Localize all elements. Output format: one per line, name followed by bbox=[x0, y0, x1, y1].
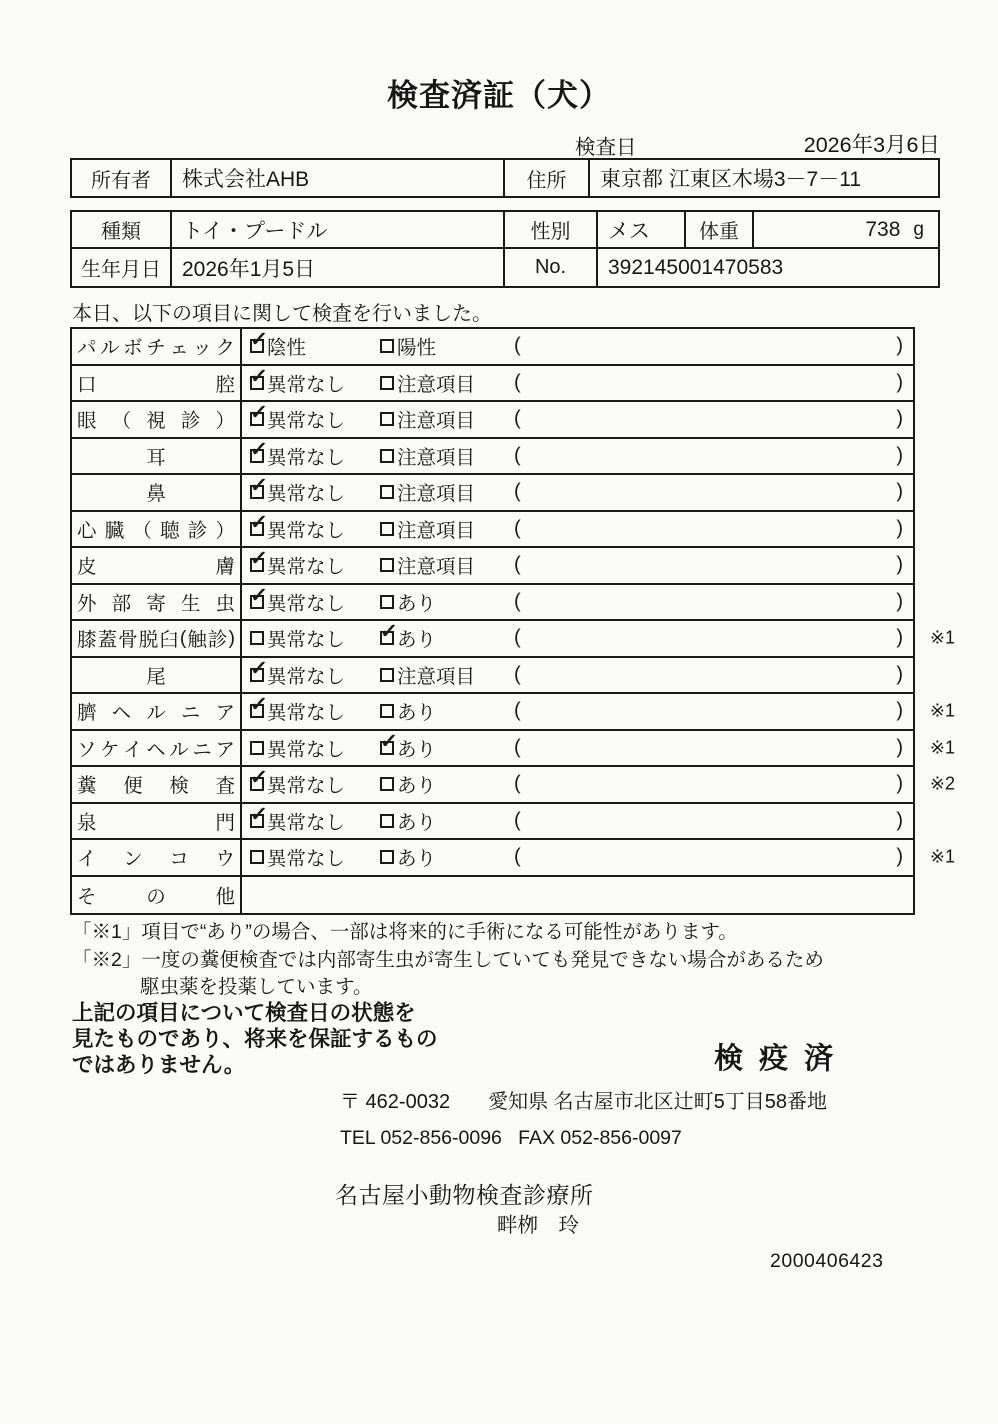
disclaimer bbox=[72, 1000, 438, 1078]
check-mark: ✓ bbox=[379, 729, 399, 754]
option-1 bbox=[249, 692, 346, 725]
option-2 bbox=[379, 729, 437, 762]
weight-value-cell bbox=[754, 212, 938, 247]
option-label: 陰性 bbox=[267, 337, 307, 360]
checkbox-checked bbox=[249, 437, 269, 463]
checkbox-unchecked bbox=[380, 704, 394, 718]
exam-row-3 bbox=[72, 439, 913, 476]
paren-open: ( bbox=[514, 845, 521, 868]
option-1 bbox=[249, 546, 346, 579]
exam-row-content bbox=[242, 692, 955, 729]
exam-row-label: 耳 bbox=[72, 439, 242, 474]
option-label: 異常なし bbox=[267, 556, 346, 579]
reference-mark: ※1 bbox=[929, 846, 955, 867]
number-value: 392145001470583 bbox=[608, 255, 784, 279]
option-label: 異常なし bbox=[267, 410, 346, 433]
quarantine-passed-stamp: 検 疫 済 bbox=[714, 1043, 838, 1075]
option-1 bbox=[250, 843, 345, 871]
exam-row-content bbox=[242, 439, 913, 474]
reference-mark: ※1 bbox=[929, 737, 955, 758]
clinic-name: 名古屋小動物検査診療所 bbox=[335, 1182, 594, 1208]
clinic-postal-code: 〒 462-0032 bbox=[340, 1091, 451, 1113]
check-mark: ✓ bbox=[249, 510, 269, 535]
option-1 bbox=[249, 473, 346, 506]
exam-row-8 bbox=[72, 619, 955, 658]
option-1 bbox=[249, 765, 346, 798]
option-label: 異常なし bbox=[267, 446, 346, 469]
clinic-tel-fax: TEL 052-856-0096 FAX 052-856-0097 bbox=[340, 1127, 682, 1149]
exam-row-content bbox=[242, 729, 955, 766]
footnote-2-line-1: 「※2」一度の糞便検査では内部寄生虫が寄生していても発見できない場合があるため bbox=[72, 949, 824, 971]
check-mark: ✓ bbox=[249, 765, 269, 790]
exam-row-label: 膝 蓋 骨 脱 臼 ( 触 診 ) bbox=[72, 621, 242, 656]
option-label: 異常なし bbox=[267, 702, 346, 725]
dog-info-table bbox=[70, 210, 940, 288]
option-1 bbox=[249, 802, 346, 835]
exam-row-7 bbox=[72, 585, 913, 622]
exam-row-6 bbox=[72, 548, 913, 585]
checkbox-checked bbox=[249, 510, 269, 536]
paren-open: ( bbox=[514, 699, 521, 722]
paren-open: ( bbox=[514, 663, 521, 686]
exam-row-5 bbox=[72, 512, 913, 549]
checkbox-checked bbox=[379, 729, 399, 755]
option-2 bbox=[380, 770, 436, 798]
exam-row-content bbox=[242, 512, 913, 547]
exam-row-content bbox=[242, 585, 913, 620]
paren-open: ( bbox=[514, 772, 521, 795]
option-label: 異常なし bbox=[267, 775, 346, 798]
checkbox-checked bbox=[249, 546, 269, 572]
exam-table bbox=[70, 327, 955, 915]
exam-row-9 bbox=[72, 658, 913, 695]
inspection-date-value: 2026年3月6日 bbox=[803, 133, 940, 157]
option-2 bbox=[380, 515, 475, 543]
option-2 bbox=[380, 405, 475, 433]
paren-close: ) bbox=[896, 517, 903, 540]
sex-value: メス bbox=[598, 212, 686, 247]
paren-close: ) bbox=[896, 699, 903, 722]
option-label: 異常なし bbox=[267, 483, 346, 506]
option-label: 注意項目 bbox=[397, 519, 476, 542]
option-1 bbox=[249, 583, 346, 616]
weight-label: 体重 bbox=[686, 212, 754, 247]
option-label: あり bbox=[397, 629, 437, 652]
paren-close: ) bbox=[896, 553, 903, 576]
exam-row-label: イ ン コ ウ bbox=[72, 840, 242, 875]
exam-row-content bbox=[242, 402, 913, 437]
option-2 bbox=[380, 478, 475, 506]
checkbox-checked bbox=[249, 802, 269, 828]
info-row-2 bbox=[72, 249, 938, 286]
checkbox-checked bbox=[249, 473, 269, 499]
exam-row-content bbox=[242, 619, 955, 656]
checkbox-unchecked bbox=[380, 339, 394, 353]
check-mark: ✓ bbox=[249, 546, 269, 571]
option-label: あり bbox=[397, 775, 437, 798]
owner-value: 株式会社AHB bbox=[172, 160, 505, 196]
checkbox-unchecked bbox=[380, 668, 394, 682]
exam-row-1 bbox=[72, 366, 913, 403]
option-label: 注意項目 bbox=[397, 410, 476, 433]
exam-row-13 bbox=[72, 804, 913, 841]
option-2 bbox=[380, 332, 436, 360]
exam-row-content bbox=[242, 765, 955, 802]
exam-row-label: 口 腔 bbox=[72, 366, 242, 401]
option-1 bbox=[249, 437, 346, 470]
exam-row-4 bbox=[72, 475, 913, 512]
option-label: 陽性 bbox=[397, 337, 437, 360]
intro-text: 本日、以下の項目に関して検査を行いました。 bbox=[72, 303, 492, 325]
option-2 bbox=[380, 697, 436, 725]
option-label: 注意項目 bbox=[397, 483, 476, 506]
paren-close: ) bbox=[896, 736, 903, 759]
option-2 bbox=[380, 588, 436, 616]
paren-close: ) bbox=[896, 809, 903, 832]
exam-row-content bbox=[242, 475, 913, 510]
exam-row-label: 糞 便 検 査 bbox=[72, 767, 242, 802]
exam-row-content bbox=[242, 548, 913, 583]
owner-table bbox=[70, 158, 940, 198]
option-1 bbox=[249, 656, 346, 689]
option-label: 異常なし bbox=[267, 848, 346, 871]
paren-close: ) bbox=[896, 663, 903, 686]
option-label: 異常なし bbox=[267, 665, 346, 688]
disclaimer-line-2: 見たものであり、将来を保証するもの bbox=[72, 1027, 438, 1051]
paren-open: ( bbox=[514, 407, 521, 430]
checkbox-unchecked bbox=[380, 558, 394, 572]
checkbox-checked bbox=[249, 692, 269, 718]
paren-close: ) bbox=[896, 480, 903, 503]
exam-row-14 bbox=[72, 840, 955, 877]
breed-label: 種類 bbox=[72, 212, 172, 247]
exam-row-label: 心 臓 （ 聴 診 ） bbox=[72, 512, 242, 547]
checkbox-checked bbox=[249, 765, 269, 791]
checkbox-unchecked bbox=[250, 741, 264, 755]
weight-unit: g bbox=[913, 218, 924, 240]
examiner-name: 畔栁 玲 bbox=[497, 1214, 579, 1237]
option-2 bbox=[380, 551, 475, 579]
option-label: 異常なし bbox=[267, 629, 346, 652]
footnote-1: 「※1」項目で“あり”の場合、一部は将来的に手術になる可能性があります。 bbox=[72, 921, 738, 943]
option-2 bbox=[379, 619, 437, 652]
paren-open: ( bbox=[514, 371, 521, 394]
exam-row-content bbox=[242, 877, 913, 914]
check-mark: ✓ bbox=[249, 327, 269, 352]
exam-row-label: 外 部 寄 生 虫 bbox=[72, 585, 242, 620]
option-2 bbox=[380, 442, 475, 470]
option-label: あり bbox=[397, 738, 437, 761]
disclaimer-line-3: ではありません。 bbox=[72, 1053, 246, 1077]
exam-row-content bbox=[242, 840, 955, 875]
check-mark: ✓ bbox=[249, 692, 269, 717]
checkbox-unchecked bbox=[250, 631, 264, 645]
checkbox-unchecked bbox=[380, 449, 394, 463]
option-label: 異常なし bbox=[267, 519, 346, 542]
option-label: 注意項目 bbox=[397, 446, 476, 469]
checkbox-checked bbox=[379, 619, 399, 645]
option-1 bbox=[250, 624, 345, 652]
weight-value: 738 bbox=[865, 217, 901, 241]
info-row-1 bbox=[72, 212, 938, 249]
address-label: 住所 bbox=[505, 160, 590, 196]
paren-open: ( bbox=[514, 444, 521, 467]
checkbox-unchecked bbox=[380, 777, 394, 791]
clinic-address: 愛知県 名古屋市北区辻町5丁目58番地 bbox=[488, 1091, 828, 1113]
exam-row-content bbox=[242, 366, 913, 401]
reference-mark: ※2 bbox=[929, 773, 955, 794]
option-2 bbox=[380, 807, 436, 835]
check-mark: ✓ bbox=[249, 656, 269, 681]
paren-close: ) bbox=[896, 590, 903, 613]
exam-row-label: 鼻 bbox=[72, 475, 242, 510]
option-label: 注意項目 bbox=[397, 373, 476, 396]
option-1 bbox=[249, 510, 346, 543]
option-2 bbox=[380, 843, 436, 871]
checkbox-checked bbox=[249, 583, 269, 609]
checkbox-unchecked bbox=[380, 376, 394, 390]
disclaimer-line-1: 上記の項目について検査日の状態を bbox=[72, 1001, 416, 1025]
owner-label: 所有者 bbox=[72, 160, 172, 196]
exam-row-content bbox=[242, 804, 913, 839]
number-label: No. bbox=[505, 249, 598, 286]
option-label: あり bbox=[397, 811, 437, 834]
exam-row-label: 皮 膚 bbox=[72, 548, 242, 583]
check-mark: ✓ bbox=[379, 619, 399, 644]
exam-row-10 bbox=[72, 692, 955, 731]
exam-row-label: 臍 ヘ ル ニ ア bbox=[72, 694, 242, 729]
checkbox-unchecked bbox=[380, 814, 394, 828]
option-1 bbox=[249, 327, 307, 360]
exam-row-label: パ ル ボ チ ェ ッ ク bbox=[72, 329, 242, 364]
option-label: 異常なし bbox=[267, 811, 346, 834]
exam-row-label: 尾 bbox=[72, 658, 242, 693]
option-2 bbox=[380, 661, 475, 689]
breed-value: トイ・プードル bbox=[172, 212, 505, 247]
check-mark: ✓ bbox=[249, 583, 269, 608]
clinic-address-row bbox=[340, 1085, 827, 1114]
exam-row-label: そ の 他 bbox=[72, 877, 242, 914]
check-mark: ✓ bbox=[249, 364, 269, 389]
exam-row-2 bbox=[72, 402, 913, 439]
option-label: あり bbox=[397, 702, 437, 725]
exam-row-12 bbox=[72, 765, 955, 804]
checkbox-unchecked bbox=[380, 850, 394, 864]
option-label: 異常なし bbox=[267, 592, 346, 615]
option-label: あり bbox=[397, 592, 437, 615]
checkbox-unchecked bbox=[250, 850, 264, 864]
checkbox-unchecked bbox=[380, 522, 394, 536]
check-mark: ✓ bbox=[249, 400, 269, 425]
checkbox-checked bbox=[249, 364, 269, 390]
option-label: 注意項目 bbox=[397, 665, 476, 688]
page-title: 検査済証（犬） bbox=[387, 78, 611, 113]
check-mark: ✓ bbox=[249, 473, 269, 498]
paren-open: ( bbox=[514, 626, 521, 649]
footnote-2-line-2: 駆虫薬を投薬しています。 bbox=[140, 976, 373, 998]
paren-open: ( bbox=[514, 480, 521, 503]
paren-close: ) bbox=[896, 334, 903, 357]
exam-row-label: 眼 （ 視 診 ） bbox=[72, 402, 242, 437]
paren-open: ( bbox=[514, 553, 521, 576]
check-mark: ✓ bbox=[249, 802, 269, 827]
paren-close: ) bbox=[896, 444, 903, 467]
paren-close: ) bbox=[896, 626, 903, 649]
birth-value: 2026年1月5日 bbox=[172, 249, 505, 286]
exam-row-content bbox=[242, 329, 913, 364]
checkbox-checked bbox=[249, 327, 269, 353]
serial-number: 2000406423 bbox=[770, 1250, 884, 1272]
checkbox-unchecked bbox=[380, 485, 394, 499]
inspection-date-label: 検査日 bbox=[575, 136, 637, 159]
paren-open: ( bbox=[514, 809, 521, 832]
option-label: 異常なし bbox=[267, 373, 346, 396]
exam-row-label: ソ ケ イ ヘ ル ニ ア bbox=[72, 731, 242, 766]
paren-close: ) bbox=[896, 845, 903, 868]
sex-label: 性別 bbox=[505, 212, 598, 247]
paren-close: ) bbox=[896, 772, 903, 795]
exam-row-label: 泉 門 bbox=[72, 804, 242, 839]
option-1 bbox=[250, 734, 345, 762]
reference-mark: ※1 bbox=[929, 700, 955, 721]
checkbox-unchecked bbox=[380, 595, 394, 609]
paren-close: ) bbox=[896, 407, 903, 430]
option-label: 異常なし bbox=[267, 738, 346, 761]
paren-close: ) bbox=[896, 371, 903, 394]
checkbox-checked bbox=[249, 400, 269, 426]
option-1 bbox=[249, 364, 346, 397]
checkbox-unchecked bbox=[380, 412, 394, 426]
option-1 bbox=[249, 400, 346, 433]
paren-open: ( bbox=[514, 590, 521, 613]
check-mark: ✓ bbox=[249, 437, 269, 462]
exam-row-15 bbox=[72, 877, 913, 914]
exam-row-content bbox=[242, 658, 913, 693]
paren-open: ( bbox=[514, 736, 521, 759]
option-label: あり bbox=[397, 848, 437, 871]
option-2 bbox=[380, 369, 475, 397]
exam-row-0 bbox=[72, 329, 913, 366]
address-value: 東京都 江東区木場3－7－11 bbox=[600, 168, 861, 191]
checkbox-checked bbox=[249, 656, 269, 682]
reference-mark: ※1 bbox=[929, 627, 955, 648]
option-label: 注意項目 bbox=[397, 556, 476, 579]
paren-open: ( bbox=[514, 334, 521, 357]
exam-row-11 bbox=[72, 729, 955, 768]
paren-open: ( bbox=[514, 517, 521, 540]
birth-label: 生年月日 bbox=[72, 249, 172, 286]
